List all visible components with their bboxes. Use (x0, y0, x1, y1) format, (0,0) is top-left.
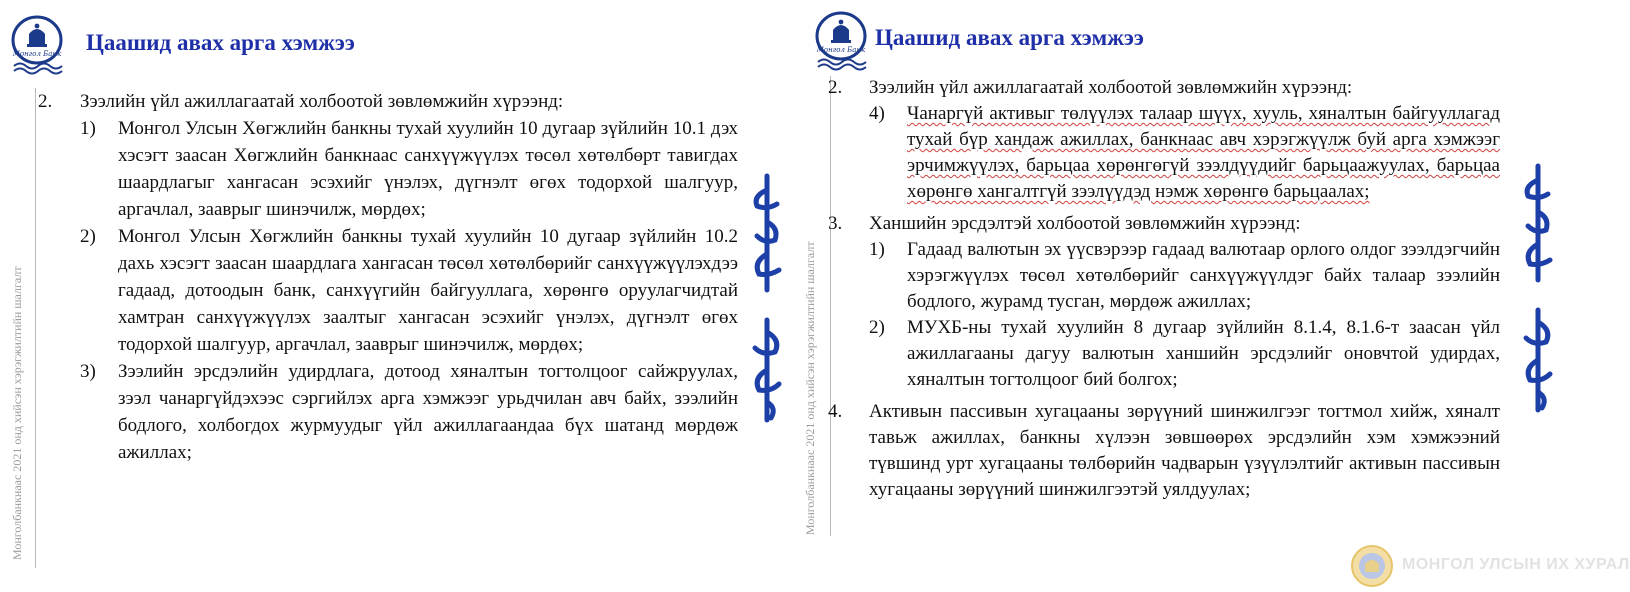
margin-divider (35, 88, 36, 568)
list-item (828, 75, 1500, 205)
mongolian-script-icon (747, 170, 787, 430)
list-item (38, 88, 738, 466)
item-heading: Активын пассивын хугацааны зөрүүний шинжилгээг тогтмол хийж, хяналт тавьж ажиллах, банкны хүлээн зөвшөөрөх эрсдэлийн хэм хэмжээний түвшинд урт хугацааны төлбөрийн чадварын үзүүлэлтийг активын пассивын хугацааны зөрүүний шинжилгээтэй уялдуулах; (869, 401, 1500, 500)
mongolbank-logo-icon (812, 10, 870, 72)
item-number: 2. (38, 91, 53, 112)
sub-item (869, 315, 1500, 393)
item-number: 2. (828, 77, 843, 98)
sub-item-text: Монгол Улсын Хөгжлийн банкны тухай хуулийн 10 дугаар зүйлийн 10.1 дэх хэсэгт заасан Хөгжлийн банкнаас санхүүжүүлэх төсөл хөтөлбөрт тавигдах шаардлагыг хангасан эсэхийг үнэлэх, дүгнэлт өгөх тодорхой шалгуур, аргачлал, зааврыг шинэчилж, мөрдөх; (118, 118, 738, 220)
sub-item (80, 223, 738, 358)
mongolbank-logo-icon (8, 14, 66, 76)
sub-item-text: Гадаад валютын эх үүсвэрээр гадаад валютаар орлого олдог зээлдэгчийн хэрэгжүүлэх төсөл хөтөлбөрийг санхүүжүүлдэг байх талаар зээлийн бодлого, журамд тусган, мөрдөж ажиллах; (907, 239, 1500, 312)
slide-right (800, 0, 1630, 592)
sub-item-number: 1) (80, 118, 96, 139)
parliament-emblem-icon (1350, 544, 1394, 588)
svg-text:Монгол Банк: Монгол Банк (816, 46, 866, 54)
sub-item-text: Чанаргүй активыг төлүүлэх талаар шүүх, хууль, хяналтын байгууллагад тухай бүр хандаж ажиллах, банкнаас авч хэрэгжүүлж буй арга хэмжээг эрчимжүүлэх, барьцаа хөрөнгөгүй зээлдүүдийг барьцаажуулах, барьцаа хөрөнгө хангалтгүй зээлүүдэд нэмж хөрөнгө барьцаалах; (907, 103, 1500, 202)
sub-item-text: Зээлийн эрсдэлийн удирдлага, дотоод хяналтын тогтолцоог сайжруулах, зээл чанаргүйдэхээс сэргийлэх арга хэмжээг урьдчилан авч байх, зээлийн бодлого, холбогдох журмуудыг үйл ажиллагаандаа бүх шатанд мөрдөж ажиллах; (118, 361, 738, 463)
side-caption: Монголбанкнаас 2021 онд хийсэн хэрэгжилтийн шалгалт (10, 266, 24, 560)
list-item (828, 399, 1500, 503)
sub-item (869, 237, 1500, 315)
slide-title: Цаашид авах арга хэмжээ (86, 30, 355, 55)
watermark (1350, 544, 1630, 588)
sub-item-number: 2) (80, 226, 96, 247)
sub-list (80, 115, 738, 466)
item-number: 4. (828, 401, 843, 422)
sub-item (80, 358, 738, 466)
slide-left (0, 0, 800, 592)
sub-item-text: МУХБ-ны тухай хуулийн 8 дугаар зүйлийн 8.1.4, 8.1.6-т заасан үйл ажиллагааны дагуу валютын ханшийн эрсдэлийг оновчтой удирдах, хяналтын тогтолцоог бий болгох; (907, 317, 1500, 390)
sub-list (869, 101, 1500, 205)
list-item (828, 211, 1500, 393)
mongolian-script-icon (1518, 160, 1558, 420)
item-number: 3. (828, 213, 843, 234)
sub-item-number: 1) (869, 239, 885, 260)
item-heading: Ханшийн эрсдэлтэй холбоотой зөвлөмжийн хүрээнд: (869, 213, 1301, 234)
svg-text:Монгол Банк: Монгол Банк (12, 50, 62, 58)
slide-body (828, 75, 1500, 503)
side-caption: Монголбанкнаас 2021 онд хийсэн хэрэгжилтийн шалгалт (803, 241, 817, 535)
sub-item-number: 2) (869, 317, 885, 338)
sub-item-number: 4) (869, 103, 885, 124)
item-heading: Зээлийн үйл ажиллагаатай холбоотой зөвлөмжийн хүрээнд: (869, 77, 1353, 98)
sub-item (80, 115, 738, 223)
sub-item (869, 101, 1500, 205)
watermark-text: МОНГОЛ УЛСЫН ИХ ХУРАЛ (1402, 556, 1630, 573)
sub-item-number: 3) (80, 361, 96, 382)
sub-list (869, 237, 1500, 393)
slide-title: Цаашид авах арга хэмжээ (875, 25, 1144, 50)
sub-item-text: Монгол Улсын Хөгжлийн банкны тухай хуулийн 10 дугаар зүйлийн 10.2 дахь хэсэгт заасан шаардлага хангасан төсөл хөтөлбөрийг санхүүжүүлэхдээ гадаад, дотоодын банк, санхүүгийн байгууллага, хөрөнгө оруулагчидтай хамтран санхүүжүүлэх заалтыг хангасан эсэхийг үнэлэх, дүгнэлт өгөх тодорхой шалгуур, аргачлал, зааврыг шинэчилж, мөрдөх; (118, 226, 738, 355)
slide-body (38, 88, 738, 466)
item-heading: Зээлийн үйл ажиллагаатай холбоотой зөвлөмжийн хүрээнд: (80, 91, 564, 112)
